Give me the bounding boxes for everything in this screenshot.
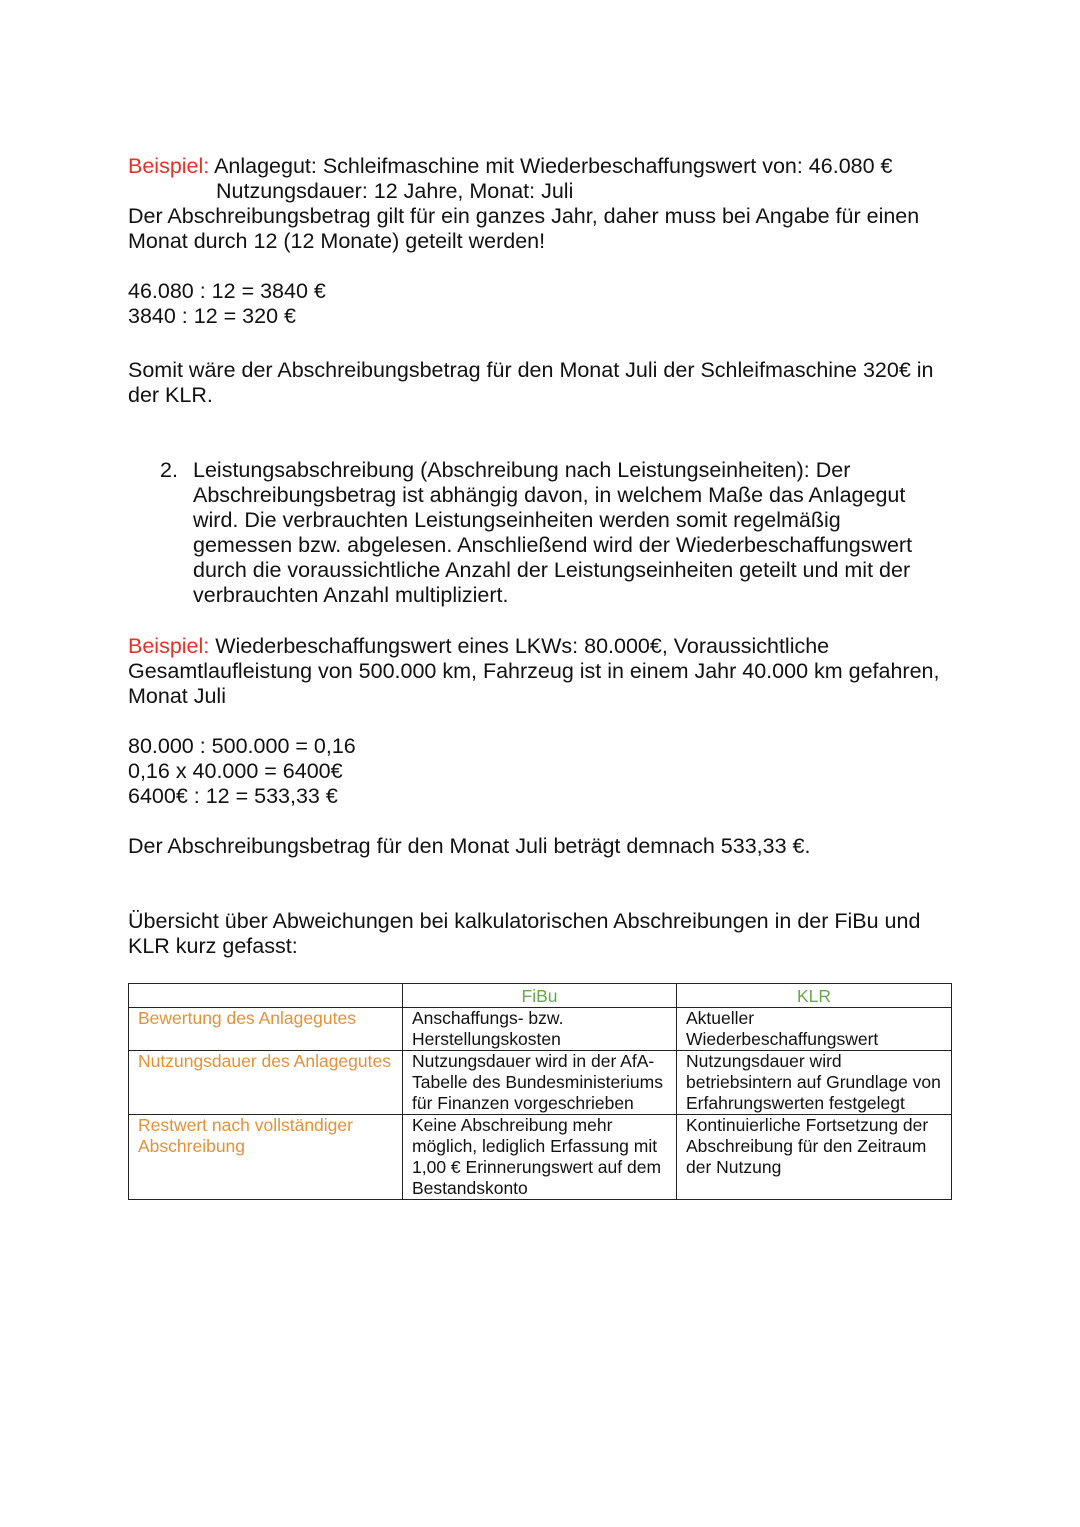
table-cell-klr: Nutzungsdauer wird betriebsintern auf Grundlage von Erfahrungswerten festgelegt: [677, 1051, 952, 1115]
list-item2-line: Abschreibungsbetrag ist abhängig davon, in welchem Maße das Anlagegut: [193, 483, 906, 507]
list-item2-line: wird. Die verbrauchten Leistungseinheiten werden somit regelmäßig: [193, 508, 841, 532]
example1-result2: der KLR.: [128, 383, 213, 407]
example2-result: Der Abschreibungsbetrag für den Monat Juli beträgt demnach 533,33 €.: [128, 834, 811, 858]
list-item2-line: durch die voraussichtliche Anzahl der Leistungseinheiten geteilt und mit der: [193, 558, 911, 582]
example2-label: Beispiel:: [128, 634, 210, 658]
table-header-klr: KLR: [677, 984, 952, 1008]
table-cell-klr: Aktueller Wiederbeschaffungswert: [677, 1008, 952, 1051]
example1-line1: [128, 154, 893, 179]
example1-calc1: 46.080 : 12 = 3840 €: [128, 279, 326, 303]
example1-calc2: 3840 : 12 = 320 €: [128, 304, 296, 328]
list-item2-line: gemessen bzw. abgelesen. Anschließend wird der Wiederbeschaffungswert: [193, 533, 913, 557]
example2-text1: Wiederbeschaffungswert eines LKWs: 80.000€, Voraussichtliche: [215, 634, 830, 658]
table-row: [129, 1051, 952, 1115]
list-item2-line: verbrauchten Anzahl multipliziert.: [193, 583, 509, 607]
example2-line2: Gesamtlaufleistung von 500.000 km, Fahrzeug ist in einem Jahr 40.000 km gefahren,: [128, 659, 940, 683]
table-cell-fibu: Keine Abschreibung mehr möglich, lediglich Erfassung mit 1,00 € Erinnerungswert auf dem Bestandskonto: [403, 1115, 677, 1200]
table-header-fibu: FiBu: [403, 984, 677, 1008]
example1-text1: Anlagegut: Schleifmaschine mit Wiederbeschaffungswert von: 46.080 €: [214, 154, 893, 178]
example1-label: Beispiel:: [128, 154, 210, 178]
example1-line4: Monat durch 12 (12 Monate) geteilt werden!: [128, 229, 546, 253]
comparison-table: [128, 983, 952, 1200]
table-row: [129, 1008, 952, 1051]
list-item2-line: Leistungsabschreibung (Abschreibung nach Leistungseinheiten): Der: [193, 458, 851, 482]
table-header-cell: [129, 984, 403, 1008]
table-cell-klr: Kontinuierliche Fortsetzung der Abschreibung für den Zeitraum der Nutzung: [677, 1115, 952, 1200]
example1-result1: Somit wäre der Abschreibungsbetrag für den Monat Juli der Schleifmaschine 320€ in: [128, 358, 934, 382]
table-row-label: Restwert nach vollständiger Abschreibung: [129, 1115, 403, 1200]
table-row-label: Nutzungsdauer des Anlagegutes: [129, 1051, 403, 1115]
table-row-label: Bewertung des Anlagegutes: [129, 1008, 403, 1051]
table-header-row: [129, 984, 952, 1008]
table-cell-fibu: Anschaffungs- bzw. Herstellungskosten: [403, 1008, 677, 1051]
table-row: [129, 1115, 952, 1200]
example2-calc3: 6400€ : 12 = 533,33 €: [128, 784, 338, 808]
example2-line1: [128, 634, 829, 659]
list-item2-number: 2.: [160, 458, 178, 482]
overview-line1: Übersicht über Abweichungen bei kalkulatorischen Abschreibungen in der FiBu und: [128, 909, 921, 933]
example2-calc1: 80.000 : 500.000 = 0,16: [128, 734, 356, 758]
table-cell-fibu: Nutzungsdauer wird in der AfA-Tabelle des Bundesministeriums für Finanzen vorgeschrieben: [403, 1051, 677, 1115]
example2-calc2: 0,16 x 40.000 = 6400€: [128, 759, 343, 783]
example2-line3: Monat Juli: [128, 684, 226, 708]
overview-line2: KLR kurz gefasst:: [128, 934, 298, 958]
example1-line3: Der Abschreibungsbetrag gilt für ein ganzes Jahr, daher muss bei Angabe für einen: [128, 204, 920, 228]
example1-line2: Nutzungsdauer: 12 Jahre, Monat: Juli: [216, 179, 574, 203]
